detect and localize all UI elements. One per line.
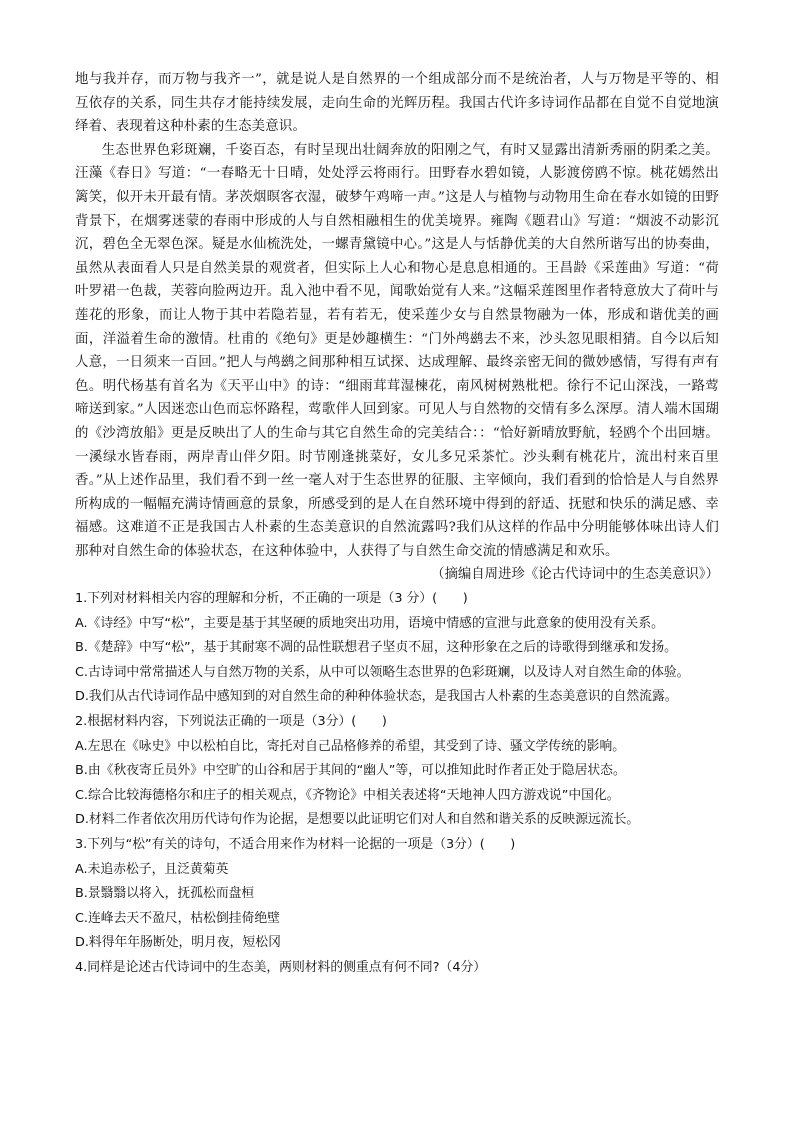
question-list bbox=[75, 587, 719, 981]
option-c: C.综合比较海德格尔和庄子的相关观点，《齐物论》中相关表述将“天地神人四方游戏说”中国化。 bbox=[75, 787, 620, 803]
option-a: A.《诗经》中写“松”，主要是基于其坚硬的质地突出功用，语境中情感的宣泄与此意象的使用没有关系。 bbox=[75, 615, 664, 631]
question-2 bbox=[75, 710, 719, 833]
option-c: C.古诗词中常常描述人与自然万物的关系，从中可以领略生态世界的色彩斑斓，以及诗人对自然生命的体验。 bbox=[75, 664, 690, 680]
passage-paragraph-1: 地与我并存，而万物与我齐一”，就是说人是自然界的一个组成部分而不是统治者，人与万物是平等的、相互依存的关系，同生共存才能持续发展，走向生命的光辉历程。我国古代许多诗词作品都在自觉不自觉地演绎着、表现着这种朴素的生态美意识。 bbox=[75, 72, 719, 135]
question-1 bbox=[75, 587, 719, 710]
option-a: A.左思在《咏史》中以松柏自比，寄托对自己品格修养的希望，其受到了诗、骚文学传统的影响。 bbox=[75, 738, 626, 754]
option-d: D.我们从古代诗词作品中感知到的对自然生命的种种体验状态，是我国古人朴素的生态美意识的自然流露。 bbox=[75, 689, 678, 705]
question-title: 1.下列对材料相关内容的理解和分析，不正确的一项是（3 分）( ) bbox=[75, 591, 468, 607]
passage-paragraph-2: 生态世界色彩斑斓，千姿百态，有时呈现出壮阔奔放的阳刚之气，有时又显露出清新秀丽的阴柔之美。汪藻《春日》写道：“一春略无十日晴，处处浮云将雨行。田野春水碧如镜，人影渡傍鸥不惊。桃花嫣然出篱笑，似开未开最有情。茅茨烟暝客衣湿，破梦午鸡啼一声。”这是人与植物与动物用生命在春水如镜的田野背景下，在烟雾迷蒙的春雨中形成的人与自然相融相生的优美境界。雍陶《题君山》写道：“烟波不动影沉沉，碧色全无翠色深。疑是水仙梳洗处，一螺青黛镜中心。”这是人与恬静优美的大自然所谐写出的协奏曲，虽然从表面看人只是自然美景的观赏者，但实际上人心和物心是息息相通的。王昌龄《采莲曲》写道：“荷叶罗裙一色裁，芙蓉向脸两边开。乱入池中看不见，闻歌始觉有人来。”这幅采莲图里作者特意放大了荷叶与莲花的形象，而让人物于其中若隐若显，若有若无，使采莲少女与自然景物融为一体，形成和谐优美的画面，洋溢着生命的激情。杜甫的《绝句》更是妙趣横生：“门外鸬鹚去不来，沙头忽见眼相猜。自今以后知人意，一日须来一百回。”把人与鸬鹚之间那种相互试探、达成理解、最终亲密无间的微妙感情，写得有声有色。明代杨基有首名为《天平山中》的诗：“细雨茸茸湿楝花，南风树树熟枇杷。徐行不记山深浅，一路莺啼送到家。”人因迷恋山色而忘怀路程，莺歌伴人回到家。可见人与自然物的交情有多么深厚。清人端木国瑚的《沙湾放船》更是反映出了人的生命与其它自然生命的完美结合：：“恰好新晴放野航，轻鸥个个出回塘。一溪绿水皆春雨，两岸青山伴夕阳。时节刚逢挑菜好，女儿多兄采茶忙。沙头剩有桃花片，流出村来百里香。”从上述作品里，我们看不到一丝一毫人对于生态世界的征服、主宰倾向，我们看到的恰恰是人与自然界所构成的一幅幅充满诗情画意的景象，所感受到的是人在自然环境中得到的舒适、抚慰和快乐的满足感、幸福感。这难道不正是我国古人朴素的生态美意识的自然流露吗?我们从这样的作品中分明能够体味出诗人们那种对自然生命的体验状态，在这种体验中，人获得了与自然生命交流的情感满足和欢乐。 bbox=[75, 142, 719, 559]
passage bbox=[75, 68, 719, 563]
question-title: 4.同样是论述古代诗词中的生态美，两则材料的侧重点有何不同?（4分） bbox=[75, 959, 487, 975]
option-d: D.料得年年肠断处，明月夜，短松冈 bbox=[75, 935, 281, 951]
option-b: B.《楚辞》中写“松”，基于其耐寒不凋的品性联想君子坚贞不屈，这种形象在之后的诗歌得到继承和发扬。 bbox=[75, 640, 677, 656]
question-3 bbox=[75, 833, 719, 956]
question-title: 2.根据材料内容，下列说法正确的一项是（3分）( ) bbox=[75, 714, 387, 730]
option-d: D.材料二作者依次用历代诗句作为论据，是想要以此证明它们对人和自然和谐关系的反映源远流长。 bbox=[75, 812, 640, 828]
option-c: C.连峰去天不盈尺，枯松倒挂倚绝壁 bbox=[75, 910, 280, 926]
option-b: B.景翳翳以将入，抚孤松而盘桓 bbox=[75, 886, 255, 902]
question-title: 3.下列与“松”有关的诗句，不适合用来作为材料一论据的一项是（3分）( ) bbox=[75, 837, 516, 852]
question-4 bbox=[75, 956, 719, 981]
passage-source: （摘编自周进珍《论古代诗词中的生态美意识》） bbox=[431, 567, 719, 583]
option-a: A.未追赤松子，且泛黄菊英 bbox=[75, 861, 229, 877]
option-b: B.由《秋夜寄丘员外》中空旷的山谷和居于其间的“幽人”等，可以推知此时作者正处于隐居状态。 bbox=[75, 763, 626, 779]
